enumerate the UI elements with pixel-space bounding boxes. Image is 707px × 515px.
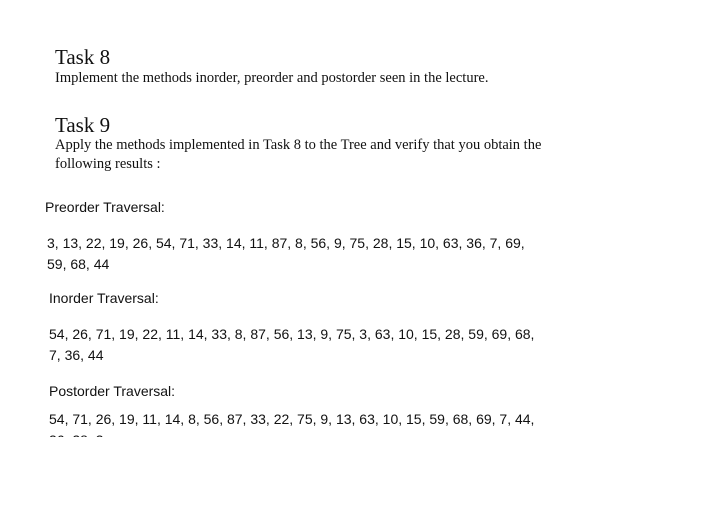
preorder-values-line1: 3, 13, 22, 19, 26, 54, 71, 33, 14, 11, 87, 8, 56, 9, 75, 28, 15, 10, 63, 36, 7, 69,	[47, 235, 525, 251]
task9-description-line2: following results :	[55, 156, 161, 172]
postorder-label: Postorder Traversal:	[49, 383, 176, 399]
preorder-label: Preorder Traversal:	[45, 199, 165, 215]
task9-description-line1: Apply the methods implemented in Task 8 to the Tree and verify that you obtain the	[55, 137, 542, 153]
task9-heading: Task 9	[55, 113, 111, 137]
inorder-values-line1: 54, 26, 71, 19, 22, 11, 14, 33, 8, 87, 56, 13, 9, 75, 3, 63, 10, 15, 28, 59, 69, 68,	[49, 326, 535, 342]
inorder-label: Inorder Traversal:	[49, 290, 159, 306]
inorder-values-line2: 7, 36, 44	[49, 347, 104, 363]
task8-heading: Task 8	[55, 45, 111, 69]
postorder-values-line1: 54, 71, 26, 19, 11, 14, 8, 56, 87, 33, 22, 75, 9, 13, 63, 10, 15, 59, 68, 69, 7, 44,	[49, 411, 535, 427]
preorder-values-line2: 59, 68, 44	[47, 256, 110, 272]
task8-description: Implement the methods inorder, preorder and postorder seen in the lecture.	[55, 70, 489, 86]
page-cutoff-mask	[0, 437, 707, 515]
